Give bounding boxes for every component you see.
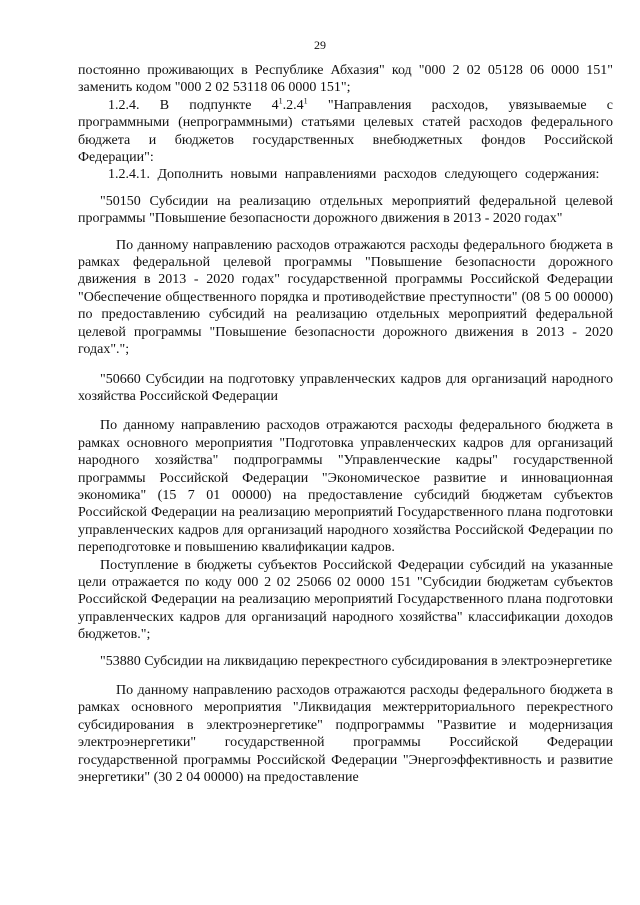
document-body (78, 62, 613, 786)
paragraph-direction-50660-revenue: Поступление в бюджеты субъектов Российской Федерации субсидий на указанные цели отражается по коду 000 2 02 25066 02 0000 151 "Субсидии бюджетам субъектов Российской Федерации на реализацию мероприятий Государственного плана подготовки управленческих кадров для организаций народного хозяйства" классификации доходов бюджетов."; (78, 557, 613, 643)
subitem-1-2-4-text-c: "Направления расходов, увязываемые с программными (непрограммными) статьями целевых статей расходов федерального бюджета и бюджетов государственных внебюджетных фондов Российской Федерации": (78, 97, 614, 166)
paragraph-direction-50660: "50660 Субсидии на подготовку управленческих кадров для организаций народного хозяйства Российской Федерации (78, 371, 613, 404)
paragraph-direction-53880: "53880 Субсидии на ликвидацию перекрестного субсидирования в электроэнергетике (100, 653, 613, 669)
subitem-1-2-4-text-a: 1.2.4. В подпункте 4 (108, 97, 279, 113)
paragraph-direction-50150-description: По данному направлению расходов отражаются расходы федерального бюджета в рамках федеральной целевой программы "Повышение безопасности дорожного движения в 2013 - 2020 годах" государственной программы Российской Федерации "Обеспечение общественного порядка и противодействие преступности" (08 5 00 00000) по предоставлению субсидий на реализацию отдельных мероприятий федеральной целевой программы "Повышение безопасности дорожного движения в 2013 - 2020 годах"."; (78, 237, 613, 358)
page-number: 29 (314, 38, 326, 52)
paragraph-direction-50150: "50150 Субсидии на реализацию отдельных мероприятий федеральной целевой программы "Повышение безопасности дорожного движения в 2013 - 2020 годах" (78, 193, 613, 227)
paragraph-abkhazia-code: постоянно проживающих в Республике Абхазия" код "000 2 02 05128 06 0000 151" заменить кодом "000 2 02 53118 06 0000 151"; (78, 63, 613, 96)
superscript-2: 1 (303, 96, 308, 106)
paragraph-direction-53880-description: По данному направлению расходов отражаются расходы федерального бюджета в рамках основного мероприятия "Ликвидация межтерриториального перекрестного субсидирования в электроэнергетике" подпрограммы "Развитие и модернизация электроэнергетики" государственной программы Российской Федерации государственной программы Российской Федерации "Энергоэффективность и развитие энергетики" (30 2 04 00000) на предоставление (78, 683, 613, 786)
subitem-1-2-4-text-b: .2.4 (282, 97, 304, 113)
paragraph-subitem-1-2-4-1: 1.2.4.1. Дополнить новыми направлениями расходов следующего содержания: (108, 167, 600, 183)
superscript-1: 1 (278, 96, 283, 106)
paragraph-direction-50660-description: По данному направлению расходов отражаются расходы федерального бюджета в рамках основного мероприятия "Подготовка управленческих кадров для организаций народного хозяйства" подпрограммы "Управленческие кадры" государственной программы Российской Федерации "Экономическое развитие и инновационная экономика" (15 7 01 00000) на предоставление субсидий бюджетам субъектов Российской Федерации на реализацию мероприятий Государственного плана подготовки управленческих кадров для организаций народного хозяйства Российской Федерации по переподготовке и повышению квалификации кадров. (78, 418, 613, 556)
paragraph-subitem-1-2-4 (78, 97, 613, 167)
